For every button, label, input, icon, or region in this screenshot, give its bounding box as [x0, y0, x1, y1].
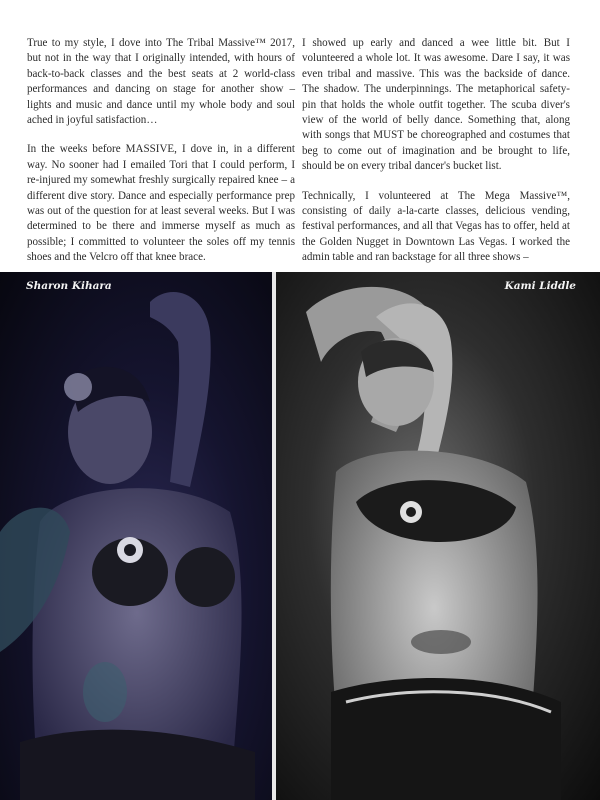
photo-caption: Kami Liddle	[504, 280, 576, 292]
photo-caption: Sharon Kihara	[26, 280, 112, 292]
paragraph: True to my style, I dove into The Tribal Massive™ 2017, but not in the way that I originally intended, with hours of back-to-back classes and the best seats at 2 world-class performances and dancing on stage for another show – lights and music and dance until my whole body and soul ached in joyful satisfaction…	[27, 37, 295, 127]
article-column-right	[302, 36, 570, 280]
dancer-photo-right	[276, 272, 600, 800]
paragraph: I showed up early and danced a wee little bit. But I volunteered a whole lot. It was awesome. Dare I say, it was even tribal and massive. This was the backside of dance. The shadow. The underpinnings. The metaphorical safety-pin that holds the whole outfit together. The scuba diver's view of the world of belly dance. Something that, along with songs that MUST be choreographed and costumes that beg to come out of imagination and be brought to life, should be on every tribal dancer's bucket list.	[302, 37, 570, 173]
photo-spread	[0, 272, 600, 800]
dancer-photo-left	[0, 272, 272, 800]
dancer-silhouette-right	[276, 272, 600, 800]
paragraph: In the weeks before MASSIVE, I dove in, in a different way. No sooner had I emailed Tori that I could perform, I re-injured my somewhat freshly surgically repaired knee – a different dive story. Dance and especially performance prep was out of the question for at least several weeks. But I was determined to be there and immerse myself as much as possible; I committed to volunteer the soles off my tennis shoes and the Velcro off that knee brace.	[27, 143, 295, 264]
paragraph: Technically, I volunteered at The Mega Massive™, consisting of daily a-la-carte classes, delicious vending, festival performances, and all that Vegas has to offer, held at the Golden Nugget in Downtown Las Vegas. I worked the admin table and ran backstage for all three shows –	[302, 189, 570, 264]
dancer-silhouette-left	[0, 272, 272, 800]
article-column-left	[27, 36, 295, 280]
article-text	[0, 0, 600, 272]
